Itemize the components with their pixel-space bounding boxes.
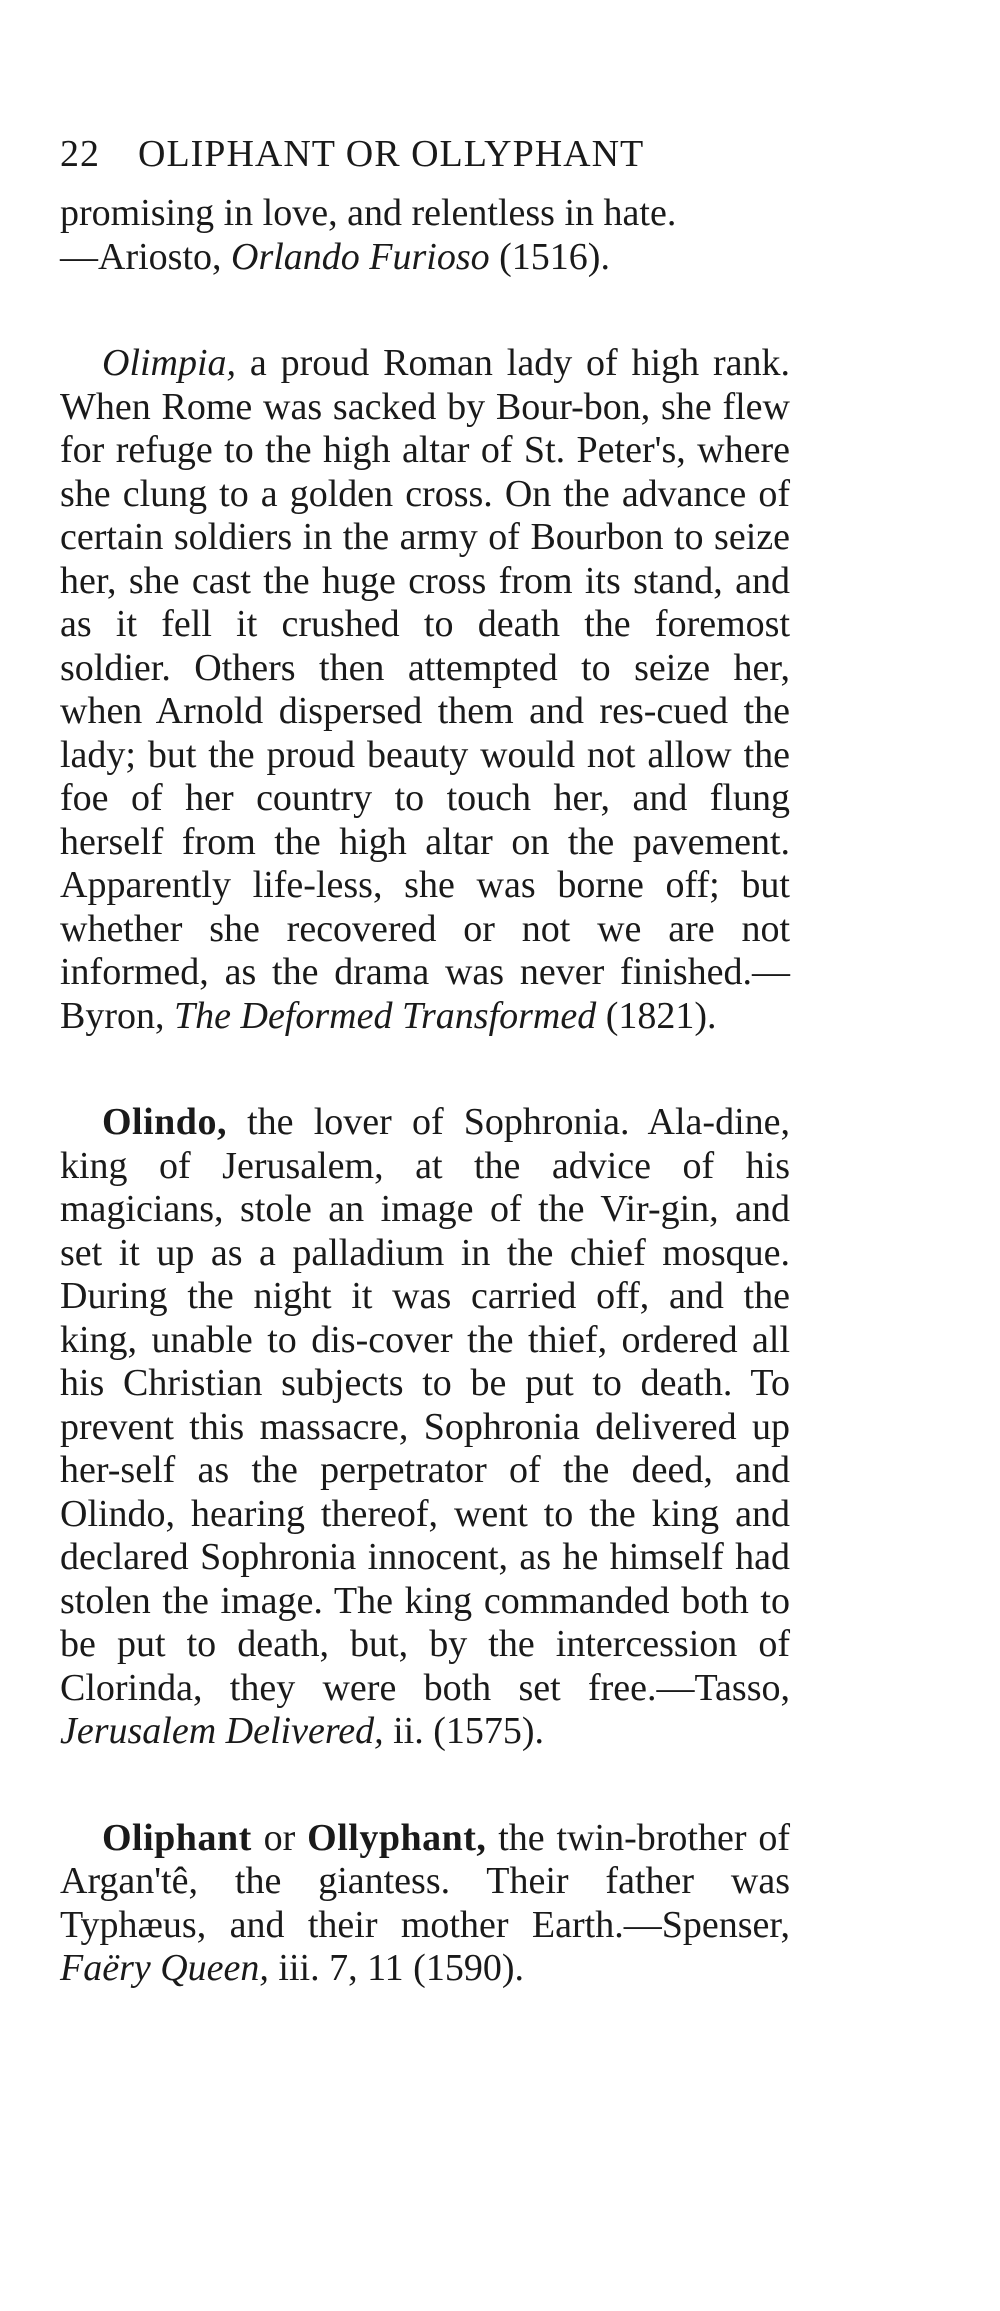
citation-title: Faëry Queen, xyxy=(60,1947,269,1989)
headword-oliphant: Oliphant xyxy=(102,1816,252,1859)
headword-olimpia: Olimpia, xyxy=(102,342,237,384)
citation-date: (1821). xyxy=(596,994,717,1037)
book-page xyxy=(60,130,790,1991)
citation-title: The Deformed Transformed xyxy=(174,994,597,1037)
page-number: 22 xyxy=(60,133,100,175)
entry-body: the twin-brother of Argan'tê, the giantess. Their father was Typhæus, and their mother Earth.—Spenser, xyxy=(60,1816,791,1946)
running-header xyxy=(60,130,790,178)
citation-date: (1516). xyxy=(489,235,610,278)
continuation-text: promising in love, and relentless in hate. xyxy=(60,192,677,234)
citation-author: —Ariosto, xyxy=(60,235,231,278)
headword-connector: or xyxy=(251,1816,308,1859)
headword-olindo: Olindo, xyxy=(102,1101,227,1143)
entry-body: a proud Roman lady of high rank. When Rome was sacked by Bour-bon, she flew for refuge to the high altar of St. Peter's, where she clung to a golden cross. On the advance of certain soldiers in the army of Bourbon to seize her, she cast the huge cross from its stand, and as it fell it crushed to death the foremost soldier. Others then attempted to seize her, when Arnold dispersed them and res-cued the lady; but the proud beauty would not allow the foe of her country to touch her, and flung herself from the high altar on the pavement. Apparently life-less, she was borne off; but whether she recovered or not we are not informed, as the drama was never finished.—Byron, xyxy=(60,342,790,1037)
entry-body: the lover of Sophronia. Ala-dine, king of Jerusalem, at the advice of his magicians, stole an image of the Vir-gin, and set it up as a palladium in the chief mosque. During the night it was carried off, and the king, unable to dis-cover the thief, ordered all his Christian subjects to be put to death. To prevent this massacre, Sophronia delivered up her-self as the perpetrator of the deed, and Olindo, hearing thereof, went to the king and declared Sophronia innocent, as he himself had stolen the image. The king commanded both to be put to death, but, by the intercession of Clorinda, they were both set free.—Tasso, xyxy=(60,1101,790,1709)
citation-date: ii. (1575). xyxy=(383,1710,545,1752)
entry-oliphant xyxy=(60,1817,790,1991)
headword-ollyphant: Ollyphant, xyxy=(307,1816,487,1859)
running-title: OLIPHANT OR OLLYPHANT xyxy=(138,133,645,175)
entry-olimpia xyxy=(60,342,790,1038)
entry-continuation xyxy=(60,192,790,279)
citation-title: Orlando Furioso xyxy=(231,235,490,278)
entry-olindo xyxy=(60,1101,790,1754)
citation-date: iii. 7, 11 (1590). xyxy=(268,1947,524,1989)
citation-title: Jerusalem Delivered, xyxy=(60,1710,384,1752)
